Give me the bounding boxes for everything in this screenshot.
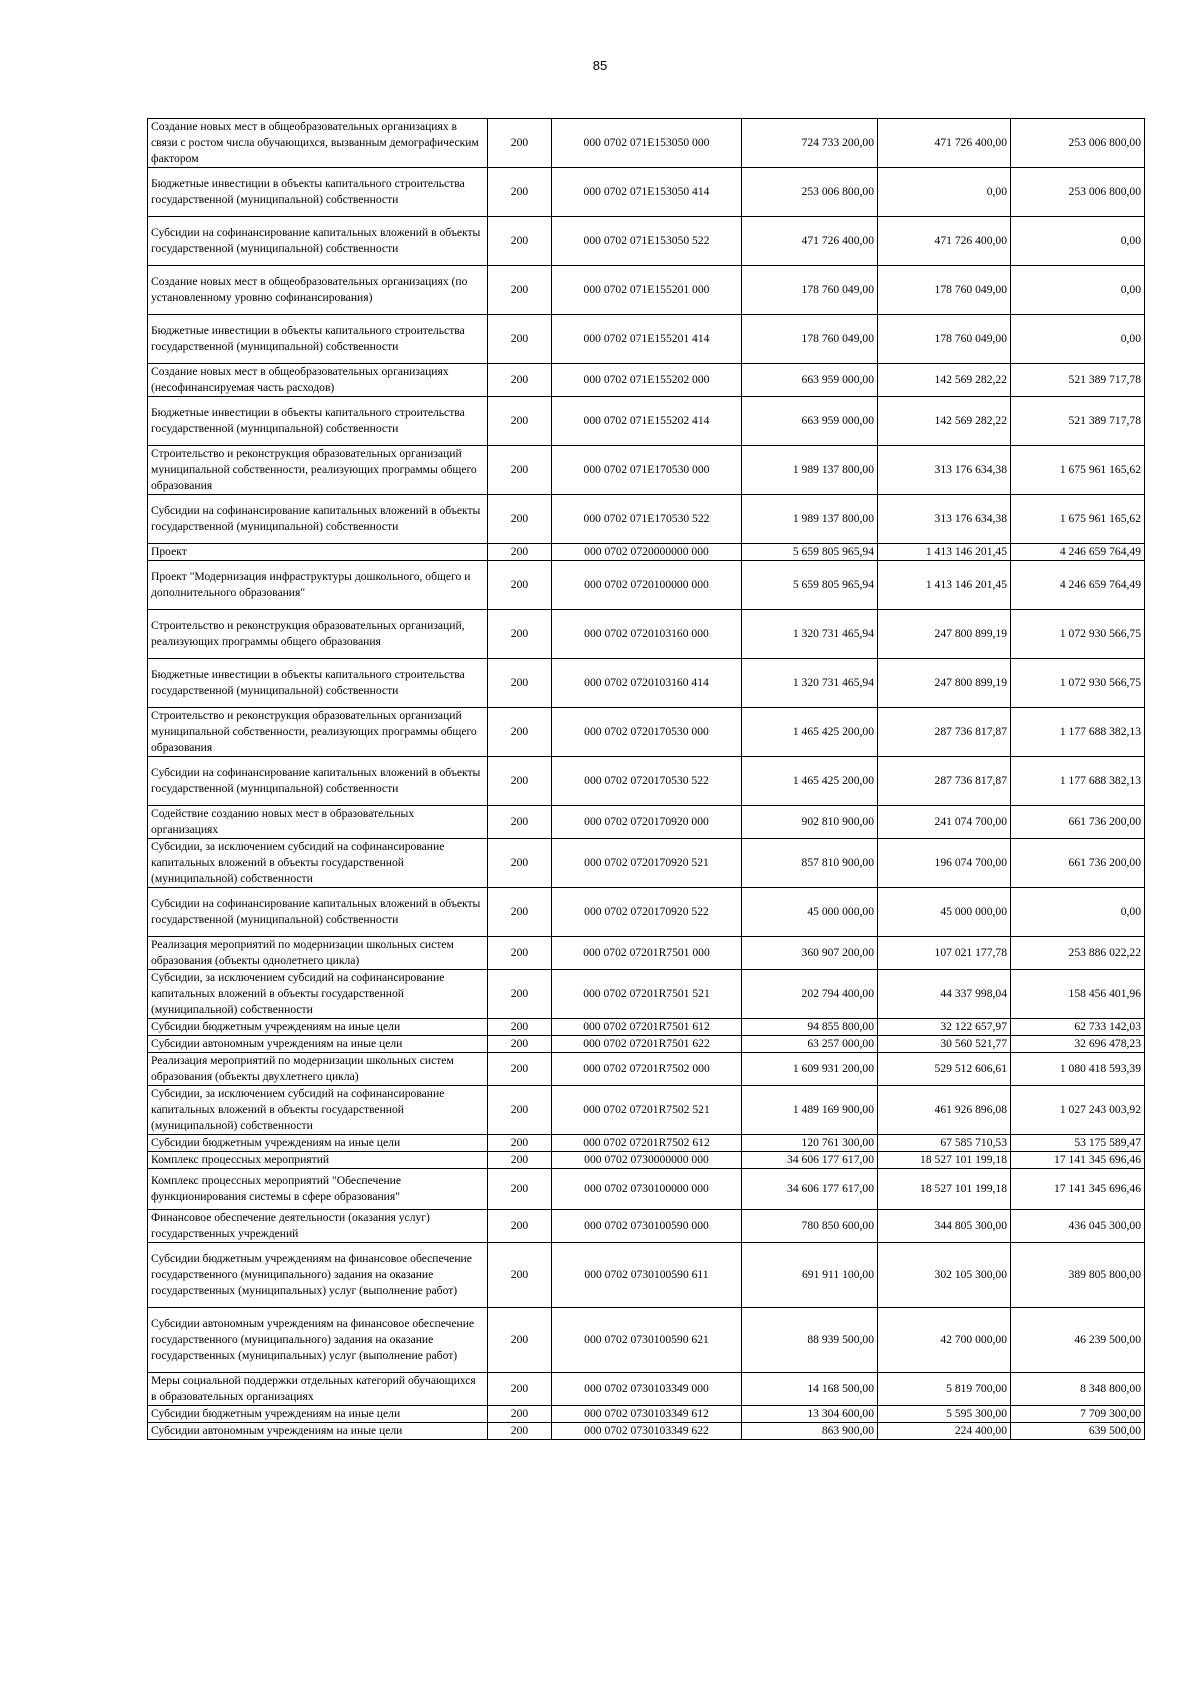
row-gr: 200 — [488, 397, 552, 446]
row-amount-approved: 360 907 200,00 — [742, 937, 878, 970]
row-name: Реализация мероприятий по модернизации школьных систем образования (объекты однолетнего цикла) — [148, 937, 488, 970]
row-code: 000 0702 0730100590 000 — [552, 1210, 742, 1243]
table-row — [148, 495, 1145, 544]
table-row — [148, 119, 1145, 168]
row-name: Субсидии, за исключением субсидий на софинансирование капитальных вложений в объекты государственной (муниципальной) собственности — [148, 839, 488, 888]
table-row — [148, 708, 1145, 757]
row-amount-executed: 247 800 899,19 — [878, 659, 1011, 708]
row-amount-executed: 142 569 282,22 — [878, 364, 1011, 397]
table-row — [148, 1308, 1145, 1373]
row-amount-remaining: 253 006 800,00 — [1011, 119, 1145, 168]
table-row — [148, 1086, 1145, 1135]
table-row — [148, 544, 1145, 561]
table-row — [148, 1019, 1145, 1036]
row-amount-approved: 1 320 731 465,94 — [742, 610, 878, 659]
row-amount-approved: 94 855 800,00 — [742, 1019, 878, 1036]
row-name: Создание новых мест в общеобразовательных организациях в связи с ростом числа обучающихся, вызванным демографическим фактором — [148, 119, 488, 168]
row-amount-executed: 5 819 700,00 — [878, 1373, 1011, 1406]
row-gr: 200 — [488, 1406, 552, 1423]
row-gr: 200 — [488, 1423, 552, 1440]
table-row — [148, 839, 1145, 888]
row-gr: 200 — [488, 495, 552, 544]
row-amount-executed: 5 595 300,00 — [878, 1406, 1011, 1423]
row-amount-remaining: 253 006 800,00 — [1011, 168, 1145, 217]
row-amount-remaining: 1 080 418 593,39 — [1011, 1053, 1145, 1086]
row-amount-approved: 202 794 400,00 — [742, 970, 878, 1019]
row-name: Субсидии бюджетным учреждениям на иные цели — [148, 1135, 488, 1152]
table-row — [148, 1152, 1145, 1169]
table-row — [148, 937, 1145, 970]
table-row — [148, 1406, 1145, 1423]
row-amount-executed: 247 800 899,19 — [878, 610, 1011, 659]
row-amount-remaining: 0,00 — [1011, 888, 1145, 937]
row-gr: 200 — [488, 1053, 552, 1086]
row-code: 000 0702 07201R7501 612 — [552, 1019, 742, 1036]
row-amount-remaining: 1 177 688 382,13 — [1011, 757, 1145, 806]
row-name: Содействие созданию новых мест в образовательных организациях — [148, 806, 488, 839]
row-amount-remaining: 53 175 589,47 — [1011, 1135, 1145, 1152]
row-code: 000 0702 07201R7502 521 — [552, 1086, 742, 1135]
budget-table-body — [148, 119, 1145, 1440]
row-amount-executed: 461 926 896,08 — [878, 1086, 1011, 1135]
table-row — [148, 1243, 1145, 1308]
row-code: 000 0702 071E155202 000 — [552, 364, 742, 397]
row-amount-approved: 724 733 200,00 — [742, 119, 878, 168]
row-amount-executed: 142 569 282,22 — [878, 397, 1011, 446]
row-gr: 200 — [488, 937, 552, 970]
row-amount-executed: 344 805 300,00 — [878, 1210, 1011, 1243]
row-amount-approved: 857 810 900,00 — [742, 839, 878, 888]
row-name: Субсидии на софинансирование капитальных вложений в объекты государственной (муниципальной) собственности — [148, 757, 488, 806]
row-amount-remaining: 4 246 659 764,49 — [1011, 561, 1145, 610]
row-gr: 200 — [488, 315, 552, 364]
table-row — [148, 659, 1145, 708]
row-code: 000 0702 071E153050 414 — [552, 168, 742, 217]
row-name: Комплекс процессных мероприятий — [148, 1152, 488, 1169]
row-name: Проект "Модернизация инфраструктуры дошкольного, общего и дополнительного образования" — [148, 561, 488, 610]
row-name: Проект — [148, 544, 488, 561]
row-amount-executed: 313 176 634,38 — [878, 495, 1011, 544]
row-code: 000 0702 071E170530 000 — [552, 446, 742, 495]
row-name: Создание новых мест в общеобразовательных организациях (по установленному уровню софинансирования) — [148, 266, 488, 315]
row-amount-approved: 691 911 100,00 — [742, 1243, 878, 1308]
table-row — [148, 446, 1145, 495]
row-amount-remaining: 521 389 717,78 — [1011, 397, 1145, 446]
row-gr: 200 — [488, 1152, 552, 1169]
row-amount-approved: 471 726 400,00 — [742, 217, 878, 266]
table-row — [148, 806, 1145, 839]
row-amount-remaining: 661 736 200,00 — [1011, 806, 1145, 839]
table-row — [148, 168, 1145, 217]
row-amount-approved: 663 959 000,00 — [742, 364, 878, 397]
row-amount-remaining: 1 177 688 382,13 — [1011, 708, 1145, 757]
table-row — [148, 970, 1145, 1019]
row-amount-remaining: 32 696 478,23 — [1011, 1036, 1145, 1053]
table-row — [148, 610, 1145, 659]
row-code: 000 0702 071E155202 414 — [552, 397, 742, 446]
row-code: 000 0702 0720103160 414 — [552, 659, 742, 708]
row-name: Бюджетные инвестиции в объекты капитального строительства государственной (муниципальной) собственности — [148, 659, 488, 708]
row-code: 000 0702 0720170530 522 — [552, 757, 742, 806]
row-amount-approved: 863 900,00 — [742, 1423, 878, 1440]
row-gr: 200 — [488, 544, 552, 561]
row-amount-approved: 1 320 731 465,94 — [742, 659, 878, 708]
row-amount-executed: 287 736 817,87 — [878, 708, 1011, 757]
table-row — [148, 364, 1145, 397]
row-amount-approved: 253 006 800,00 — [742, 168, 878, 217]
row-code: 000 0702 0730100000 000 — [552, 1169, 742, 1210]
row-amount-executed: 18 527 101 199,18 — [878, 1169, 1011, 1210]
row-amount-executed: 32 122 657,97 — [878, 1019, 1011, 1036]
row-code: 000 0702 071E153050 000 — [552, 119, 742, 168]
table-row — [148, 315, 1145, 364]
row-gr: 200 — [488, 839, 552, 888]
row-name: Субсидии бюджетным учреждениям на финансовое обеспечение государственного (муниципального) задания на оказание государственных (муниципальных) услуг (выполнение работ) — [148, 1243, 488, 1308]
row-amount-executed: 471 726 400,00 — [878, 119, 1011, 168]
table-row — [148, 1423, 1145, 1440]
row-gr: 200 — [488, 806, 552, 839]
row-amount-remaining: 17 141 345 696,46 — [1011, 1169, 1145, 1210]
row-name: Субсидии, за исключением субсидий на софинансирование капитальных вложений в объекты государственной (муниципальной) собственности — [148, 970, 488, 1019]
row-amount-executed: 0,00 — [878, 168, 1011, 217]
row-name: Субсидии бюджетным учреждениям на иные цели — [148, 1019, 488, 1036]
row-gr: 200 — [488, 446, 552, 495]
row-name: Бюджетные инвестиции в объекты капитального строительства государственной (муниципальной) собственности — [148, 315, 488, 364]
table-row — [148, 1169, 1145, 1210]
row-amount-executed: 302 105 300,00 — [878, 1243, 1011, 1308]
table-row — [148, 757, 1145, 806]
row-amount-executed: 529 512 606,61 — [878, 1053, 1011, 1086]
row-amount-approved: 5 659 805 965,94 — [742, 544, 878, 561]
row-amount-executed: 18 527 101 199,18 — [878, 1152, 1011, 1169]
budget-table — [147, 118, 1145, 1440]
row-gr: 200 — [488, 1019, 552, 1036]
row-amount-remaining: 436 045 300,00 — [1011, 1210, 1145, 1243]
table-row — [148, 397, 1145, 446]
table-row — [148, 888, 1145, 937]
row-code: 000 0702 0730103349 612 — [552, 1406, 742, 1423]
row-name: Строительство и реконструкция образовательных организаций муниципальной собственности, реализующих программы общего образования — [148, 708, 488, 757]
table-row — [148, 1053, 1145, 1086]
row-code: 000 0702 0720103160 000 — [552, 610, 742, 659]
row-gr: 200 — [488, 1308, 552, 1373]
row-code: 000 0702 0730103349 000 — [552, 1373, 742, 1406]
row-code: 000 0702 071E170530 522 — [552, 495, 742, 544]
row-gr: 200 — [488, 1373, 552, 1406]
row-amount-remaining: 8 348 800,00 — [1011, 1373, 1145, 1406]
row-gr: 200 — [488, 1243, 552, 1308]
row-name: Субсидии, за исключением субсидий на софинансирование капитальных вложений в объекты государственной (муниципальной) собственности — [148, 1086, 488, 1135]
row-amount-remaining: 158 456 401,96 — [1011, 970, 1145, 1019]
table-row — [148, 266, 1145, 315]
row-amount-executed: 107 021 177,78 — [878, 937, 1011, 970]
row-gr: 200 — [488, 659, 552, 708]
row-code: 000 0702 0730000000 000 — [552, 1152, 742, 1169]
row-code: 000 0702 0730103349 622 — [552, 1423, 742, 1440]
row-amount-remaining: 1 027 243 003,92 — [1011, 1086, 1145, 1135]
row-code: 000 0702 0720170920 522 — [552, 888, 742, 937]
row-amount-remaining: 0,00 — [1011, 315, 1145, 364]
row-gr: 200 — [488, 168, 552, 217]
row-gr: 200 — [488, 757, 552, 806]
table-row — [148, 1036, 1145, 1053]
row-amount-executed: 30 560 521,77 — [878, 1036, 1011, 1053]
row-code: 000 0702 07201R7502 612 — [552, 1135, 742, 1152]
row-name: Субсидии бюджетным учреждениям на иные цели — [148, 1406, 488, 1423]
row-amount-remaining: 1 675 961 165,62 — [1011, 495, 1145, 544]
row-code: 000 0702 0720170920 521 — [552, 839, 742, 888]
page-number: 85 — [592, 58, 608, 73]
row-gr: 200 — [488, 970, 552, 1019]
row-amount-approved: 1 989 137 800,00 — [742, 495, 878, 544]
row-amount-approved: 63 257 000,00 — [742, 1036, 878, 1053]
row-code: 000 0702 0730100590 611 — [552, 1243, 742, 1308]
table-row — [148, 1135, 1145, 1152]
row-code: 000 0702 071E155201 000 — [552, 266, 742, 315]
row-name: Бюджетные инвестиции в объекты капитального строительства государственной (муниципальной) собственности — [148, 168, 488, 217]
row-name: Реализация мероприятий по модернизации школьных систем образования (объекты двухлетнего цикла) — [148, 1053, 488, 1086]
row-code: 000 0702 07201R7501 622 — [552, 1036, 742, 1053]
row-name: Меры социальной поддержки отдельных категорий обучающихся в образовательных организациях — [148, 1373, 488, 1406]
row-amount-approved: 902 810 900,00 — [742, 806, 878, 839]
row-amount-remaining: 0,00 — [1011, 266, 1145, 315]
row-amount-remaining: 1 675 961 165,62 — [1011, 446, 1145, 495]
row-amount-approved: 88 939 500,00 — [742, 1308, 878, 1373]
row-name: Субсидии автономным учреждениям на иные цели — [148, 1036, 488, 1053]
row-gr: 200 — [488, 217, 552, 266]
table-row — [148, 217, 1145, 266]
row-amount-executed: 287 736 817,87 — [878, 757, 1011, 806]
table-row — [148, 561, 1145, 610]
row-amount-remaining: 253 886 022,22 — [1011, 937, 1145, 970]
row-gr: 200 — [488, 888, 552, 937]
row-gr: 200 — [488, 1135, 552, 1152]
row-amount-remaining: 639 500,00 — [1011, 1423, 1145, 1440]
row-amount-approved: 13 304 600,00 — [742, 1406, 878, 1423]
row-amount-approved: 780 850 600,00 — [742, 1210, 878, 1243]
row-code: 000 0702 0730100590 621 — [552, 1308, 742, 1373]
row-amount-approved: 1 989 137 800,00 — [742, 446, 878, 495]
row-name: Комплекс процессных мероприятий "Обеспечение функционирования системы в сфере образования" — [148, 1169, 488, 1210]
row-amount-approved: 34 606 177 617,00 — [742, 1169, 878, 1210]
row-amount-remaining: 4 246 659 764,49 — [1011, 544, 1145, 561]
row-amount-approved: 1 465 425 200,00 — [742, 757, 878, 806]
row-amount-remaining: 1 072 930 566,75 — [1011, 610, 1145, 659]
row-amount-executed: 313 176 634,38 — [878, 446, 1011, 495]
row-amount-approved: 120 761 300,00 — [742, 1135, 878, 1152]
row-name: Субсидии на софинансирование капитальных вложений в объекты государственной (муниципальной) собственности — [148, 888, 488, 937]
row-amount-executed: 45 000 000,00 — [878, 888, 1011, 937]
row-name: Финансовое обеспечение деятельности (оказания услуг) государственных учреждений — [148, 1210, 488, 1243]
row-amount-executed: 1 413 146 201,45 — [878, 561, 1011, 610]
row-amount-executed: 241 074 700,00 — [878, 806, 1011, 839]
row-code: 000 0702 07201R7501 521 — [552, 970, 742, 1019]
table-row — [148, 1373, 1145, 1406]
row-amount-approved: 1 609 931 200,00 — [742, 1053, 878, 1086]
row-amount-approved: 45 000 000,00 — [742, 888, 878, 937]
row-gr: 200 — [488, 1210, 552, 1243]
row-gr: 200 — [488, 119, 552, 168]
row-amount-executed: 1 413 146 201,45 — [878, 544, 1011, 561]
row-amount-remaining: 17 141 345 696,46 — [1011, 1152, 1145, 1169]
row-amount-remaining: 7 709 300,00 — [1011, 1406, 1145, 1423]
table-row — [148, 1210, 1145, 1243]
row-amount-remaining: 389 805 800,00 — [1011, 1243, 1145, 1308]
row-gr: 200 — [488, 561, 552, 610]
row-amount-executed: 67 585 710,53 — [878, 1135, 1011, 1152]
row-name: Субсидии на софинансирование капитальных вложений в объекты государственной (муниципальной) собственности — [148, 495, 488, 544]
row-amount-executed: 471 726 400,00 — [878, 217, 1011, 266]
row-name: Субсидии автономным учреждениям на иные цели — [148, 1423, 488, 1440]
row-code: 000 0702 0720170920 000 — [552, 806, 742, 839]
row-gr: 200 — [488, 1086, 552, 1135]
row-amount-approved: 5 659 805 965,94 — [742, 561, 878, 610]
row-amount-executed: 178 760 049,00 — [878, 266, 1011, 315]
row-name: Бюджетные инвестиции в объекты капитального строительства государственной (муниципальной) собственности — [148, 397, 488, 446]
row-gr: 200 — [488, 364, 552, 397]
row-amount-executed: 44 337 998,04 — [878, 970, 1011, 1019]
row-code: 000 0702 07201R7501 000 — [552, 937, 742, 970]
row-name: Субсидии автономным учреждениям на финансовое обеспечение государственного (муниципального) задания на оказание государственных (муниципальных) услуг (выполнение работ) — [148, 1308, 488, 1373]
row-amount-remaining: 46 239 500,00 — [1011, 1308, 1145, 1373]
row-code: 000 0702 0720000000 000 — [552, 544, 742, 561]
row-amount-executed: 196 074 700,00 — [878, 839, 1011, 888]
row-amount-remaining: 661 736 200,00 — [1011, 839, 1145, 888]
row-amount-remaining: 1 072 930 566,75 — [1011, 659, 1145, 708]
row-amount-approved: 1 465 425 200,00 — [742, 708, 878, 757]
row-amount-approved: 178 760 049,00 — [742, 266, 878, 315]
row-gr: 200 — [488, 708, 552, 757]
row-amount-approved: 14 168 500,00 — [742, 1373, 878, 1406]
row-name: Строительство и реконструкция образовательных организаций муниципальной собственности, реализующих программы общего образования — [148, 446, 488, 495]
row-name: Субсидии на софинансирование капитальных вложений в объекты государственной (муниципальной) собственности — [148, 217, 488, 266]
row-amount-approved: 34 606 177 617,00 — [742, 1152, 878, 1169]
row-code: 000 0702 0720100000 000 — [552, 561, 742, 610]
row-name: Создание новых мест в общеобразовательных организациях (несофинансируемая часть расходов) — [148, 364, 488, 397]
row-gr: 200 — [488, 266, 552, 315]
row-amount-remaining: 521 389 717,78 — [1011, 364, 1145, 397]
row-code: 000 0702 07201R7502 000 — [552, 1053, 742, 1086]
row-gr: 200 — [488, 1036, 552, 1053]
row-amount-executed: 42 700 000,00 — [878, 1308, 1011, 1373]
row-code: 000 0702 0720170530 000 — [552, 708, 742, 757]
row-gr: 200 — [488, 610, 552, 659]
row-code: 000 0702 071E155201 414 — [552, 315, 742, 364]
row-amount-approved: 1 489 169 900,00 — [742, 1086, 878, 1135]
row-code: 000 0702 071E153050 522 — [552, 217, 742, 266]
row-gr: 200 — [488, 1169, 552, 1210]
row-amount-executed: 224 400,00 — [878, 1423, 1011, 1440]
row-amount-remaining: 0,00 — [1011, 217, 1145, 266]
row-amount-approved: 663 959 000,00 — [742, 397, 878, 446]
row-amount-remaining: 62 733 142,03 — [1011, 1019, 1145, 1036]
row-amount-executed: 178 760 049,00 — [878, 315, 1011, 364]
row-amount-approved: 178 760 049,00 — [742, 315, 878, 364]
row-name: Строительство и реконструкция образовательных организаций, реализующих программы общего образования — [148, 610, 488, 659]
